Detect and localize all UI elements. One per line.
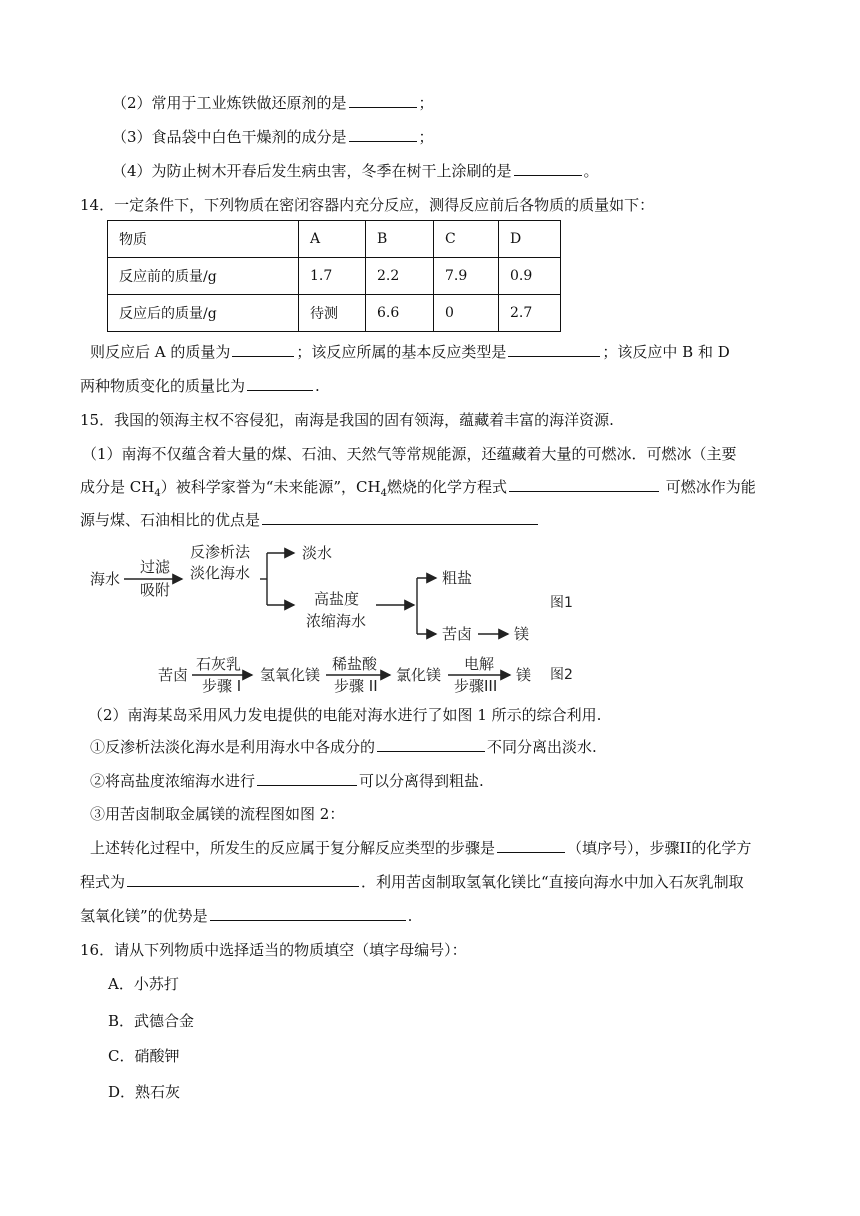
q15-text: ）被科学家誉为“未来能源”，CH <box>160 478 381 496</box>
answer-blank[interactable] <box>257 771 357 786</box>
q13-part3-text: （3）食品袋中白色干燥剂的成分是 <box>112 128 347 146</box>
q16-option-b[interactable]: B．武德合金 <box>108 1012 195 1030</box>
q15-text: 燃烧的化学方程式 <box>386 478 507 496</box>
table-cell: 2.2 <box>366 258 434 295</box>
q15-text: 可以分离得到粗盐. <box>359 772 484 790</box>
answer-blank[interactable] <box>232 342 294 357</box>
q15-transform-line3 <box>80 905 412 927</box>
q15-text: 程式为 <box>80 873 126 891</box>
answer-blank[interactable] <box>508 342 600 357</box>
node-magnesium: 镁 <box>514 625 530 643</box>
node-seawater: 海水 <box>90 570 121 588</box>
step2-label: 步骤 II <box>334 677 378 695</box>
answer-blank[interactable] <box>349 127 417 142</box>
table-cell: B <box>366 221 434 258</box>
answer-blank[interactable] <box>377 737 485 752</box>
subscript: 4 <box>380 488 387 499</box>
punct: 。 <box>583 162 599 180</box>
step-ro: 反渗析法 <box>190 543 251 561</box>
q13-part2 <box>112 92 434 114</box>
q15-text: ①反渗析法淡化海水是利用海水中各成分的 <box>90 738 376 756</box>
q16-stem: 16．请从下列物质中选择适当的物质填空（填字母编号）： <box>80 941 467 959</box>
q15-text: 不同分离出淡水. <box>487 738 597 756</box>
table-cell: 反应前的质量/g <box>108 258 299 295</box>
table-row <box>108 258 561 295</box>
step-filter: 过滤 <box>140 558 171 576</box>
q15-part1-line2 <box>80 476 756 505</box>
step1-reagent: 石灰乳 <box>196 655 242 673</box>
q13-part4 <box>112 160 599 182</box>
node-brine-2: 浓缩海水 <box>306 612 367 630</box>
node-bittern-2: 苦卤 <box>158 666 189 684</box>
q13-part2-text: （2）常用于工业炼铁做还原剂的是 <box>112 94 347 112</box>
table-cell: 物质 <box>108 221 299 258</box>
q15-text: 成分是 CH <box>80 478 155 496</box>
table-row <box>108 295 561 332</box>
q15-part2-item3: ③用苦卤制取金属镁的流程图如图 2： <box>90 805 345 823</box>
q14-text: ；该反应中 B 和 D <box>602 343 730 361</box>
answer-blank[interactable] <box>509 477 659 492</box>
answer-blank[interactable] <box>210 906 406 921</box>
table-cell: D <box>499 221 561 258</box>
table-cell: 0 <box>434 295 499 332</box>
table-header-row <box>108 221 561 258</box>
step3-reagent: 电解 <box>464 655 495 673</box>
node-mg-hydroxide: 氢氧化镁 <box>260 666 321 684</box>
q16-option-d[interactable]: D．熟石灰 <box>108 1083 181 1101</box>
q14-text: ；该反应所属的基本反应类型是 <box>296 343 507 361</box>
q15-transform-line1 <box>90 837 751 859</box>
q15-text: 上述转化过程中，所发生的反应属于复分解反应类型的步骤是 <box>90 839 496 857</box>
q15-stem: 15．我国的领海主权不容侵犯，南海是我国的固有领海，蕴藏着丰富的海洋资源. <box>80 411 614 429</box>
figure-2-label: 图2 <box>550 667 573 683</box>
q15-part2: （2）南海某岛采用风力发电提供的电能对海水进行了如图 1 所示的综合利用. <box>88 706 602 724</box>
q15-text: 可燃冰作为能 <box>665 478 756 496</box>
answer-blank[interactable] <box>247 376 313 391</box>
table-cell: 反应后的质量/g <box>108 295 299 332</box>
table-cell: 0.9 <box>499 258 561 295</box>
node-brine-1: 高盐度 <box>314 590 360 608</box>
q14-stem: 14．一定条件下，下列物质在密闭容器内充分反应，测得反应前后各物质的质量如下： <box>80 196 655 214</box>
q15-text: （填序号），步骤II的化学方 <box>567 839 752 857</box>
q15-part2-item2 <box>90 770 484 792</box>
q15-part2-item1 <box>90 736 597 758</box>
answer-blank[interactable] <box>497 838 565 853</box>
step2-reagent: 稀盐酸 <box>332 655 378 673</box>
step-desal: 淡化海水 <box>190 564 251 582</box>
table-cell: 1.7 <box>299 258 366 295</box>
table-cell: 2.7 <box>499 295 561 332</box>
node-magnesium-2: 镁 <box>516 666 532 684</box>
table-cell: C <box>434 221 499 258</box>
subscript: 4 <box>154 488 161 499</box>
node-mg-chloride: 氯化镁 <box>396 666 442 684</box>
q14-mass-table <box>107 220 561 332</box>
step1-label: 步骤 I <box>202 677 242 695</box>
answer-blank[interactable] <box>127 872 359 887</box>
table-cell: A <box>299 221 366 258</box>
step-adsorb: 吸附 <box>140 581 171 599</box>
q13-part4-text: （4）为防止树木开春后发生病虫害，冬季在树干上涂刷的是 <box>112 162 512 180</box>
q16-option-a[interactable]: A．小苏打 <box>108 975 179 993</box>
q15-transform-line2 <box>80 871 744 893</box>
node-bittern: 苦卤 <box>442 625 473 643</box>
step3-label: 步骤III <box>454 677 498 695</box>
q14-text: 则反应后 A 的质量为 <box>90 343 231 361</box>
q15-text: . <box>407 907 413 925</box>
q15-part1-line1: （1）南海不仅蕴含着大量的煤、石油、天然气等常规能源，还蕴藏着大量的可燃冰．可燃冰（主要 <box>82 445 737 463</box>
q15-text: ．利用苦卤制取氢氧化镁比“直接向海水中加入石灰乳制取 <box>361 873 744 891</box>
table-cell: 6.6 <box>366 295 434 332</box>
table-cell: 7.9 <box>434 258 499 295</box>
q14-text: . <box>315 377 320 395</box>
q15-part1-line3 <box>80 509 540 531</box>
q15-text: 氢氧化镁”的优势是 <box>80 907 208 925</box>
q14-text: 两种物质变化的质量比为 <box>80 377 246 395</box>
answer-blank[interactable] <box>514 161 582 176</box>
table-cell: 待测 <box>299 295 366 332</box>
figure-1-label: 图1 <box>550 595 573 611</box>
q14-answer-line2 <box>80 375 320 397</box>
answer-blank[interactable] <box>262 510 538 525</box>
q15-text: 源与煤、石油相比的优点是 <box>80 511 261 529</box>
q13-part3 <box>112 126 434 148</box>
answer-blank[interactable] <box>349 93 417 108</box>
node-crude-salt: 粗盐 <box>442 569 473 587</box>
q14-answer-line1 <box>90 341 730 363</box>
punct: ； <box>418 94 434 112</box>
punct: ； <box>418 128 434 146</box>
q15-text: ②将高盐度浓缩海水进行 <box>90 772 256 790</box>
flow-diagram <box>80 538 600 698</box>
node-freshwater: 淡水 <box>302 544 333 562</box>
q16-option-c[interactable]: C．硝酸钾 <box>108 1047 180 1065</box>
